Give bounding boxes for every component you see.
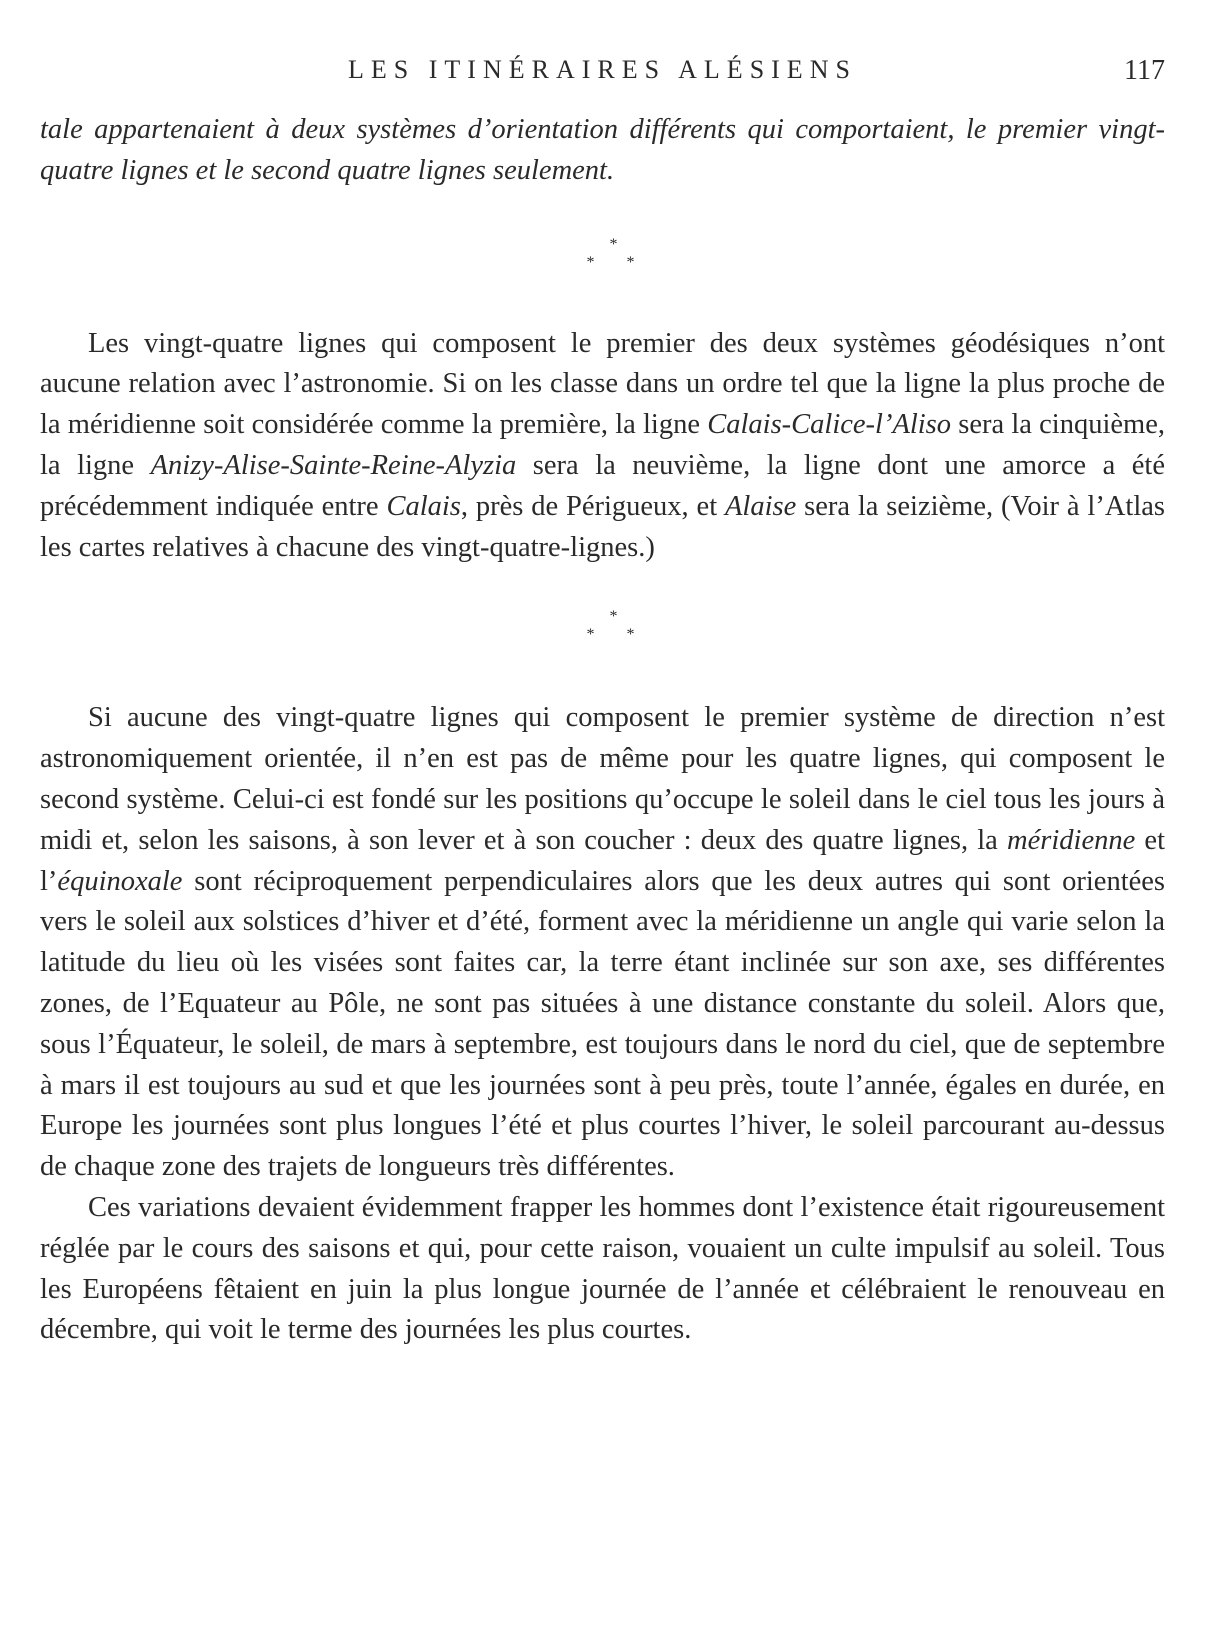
place-name-italic: Alaise [725,490,797,522]
page-header [40,55,1165,95]
intro-paragraph: tale appartenaient à deux systèmes d’orientation différents qui comportaient, le premier vingt-quatre lignes et le second quatre lignes seulement. [40,114,1165,186]
text-run: sont réciproquement perpendiculaires alors que les deux autres qui sont orientées vers le soleil aux solstices d’hiver et d’été, forment avec la méridienne un angle qui varie selon la latitude du lieu où les visées sont faites car, la terre étant inclinée sur son axe, ses différentes zones, de l’Equateur au Pôle, ne sont pas situées à une distance constante du soleil. Alors que, sous l’Équateur, le soleil, de mars à septembre, est toujours dans le nord du ciel, que de septembre à mars il est toujours au sud et que les journées sont à peu près, toute l’année, égales en durée, en Europe les journées sont plus longues l’été et plus courtes l’hiver, le soleil parcourant au-dessus de chaque zone des trajets de longueurs très différentes. [40,865,1165,1183]
running-title: LES ITINÉRAIRES ALÉSIENS [348,55,857,84]
section-separator-2 [40,608,1165,644]
section-separator-1 [40,236,1165,272]
paragraph-seasons: Ces variations devaient évidemment frapper les hommes dont l’existence était rigoureusement réglée par le cours des saisons et qui, pour cette raison, vouaient un culte impulsif au soleil. Tous les Européens fêtaient en juin la plus longue journée de l’année et célébraient le renouveau en décembre, qui voit le terme des journées les plus courtes. [40,1191,1165,1346]
place-name-italic: Anizy-Alise-Sainte-Reine-Alyzia [150,449,517,481]
body-text [40,110,1165,1351]
asterism-star-top: * [609,235,618,253]
text-run: Les vingt-quatre lignes qui composent le premier des deux systèmes géodésiques n’ont aucune relation avec l’astronomie. Si on les classe dans un ordre tel que la ligne la plus proche de la méridienne soit considérée comme la première, la ligne [40,327,1165,441]
page-number: 117 [1124,55,1165,86]
paragraph-first-system [40,324,1165,569]
text-run: et l’ [40,824,1166,897]
text-run: , près de Périgueux, et [460,490,725,522]
asterism-stars-bottom: * * [586,253,649,271]
place-name-italic: Calais [386,490,461,522]
text-run: sera la cinquième, la ligne [40,409,1165,481]
paragraph-second-system [40,698,1165,1188]
asterism-star-top: * [609,608,618,626]
asterism-stars-bottom: * * [586,626,649,644]
term-italic: équinoxale [57,865,183,897]
term-italic: méridienne [1007,824,1136,856]
text-run: sera la seizième, (Voir à l’Atlas les cartes relatives à chacune des vingt-quatre-lignes.) [40,490,1166,563]
text-run: sera la neuvième, la ligne dont une amorce a été précédemment indiquée entre [40,449,1165,522]
place-name-italic: Calais-Calice-l’Aliso [707,409,952,441]
text-run: Si aucune des vingt-quatre lignes qui composent le premier système de direction n’est astronomiquement orientée, il n’en est pas de même pour les quatre lignes, qui composent le second système. Celui-ci est fondé sur les positions qu’occupe le soleil dans le ciel tous les jours à midi et, selon les saisons, à son lever et à son coucher : deux des quatre lignes, la [40,702,1165,856]
